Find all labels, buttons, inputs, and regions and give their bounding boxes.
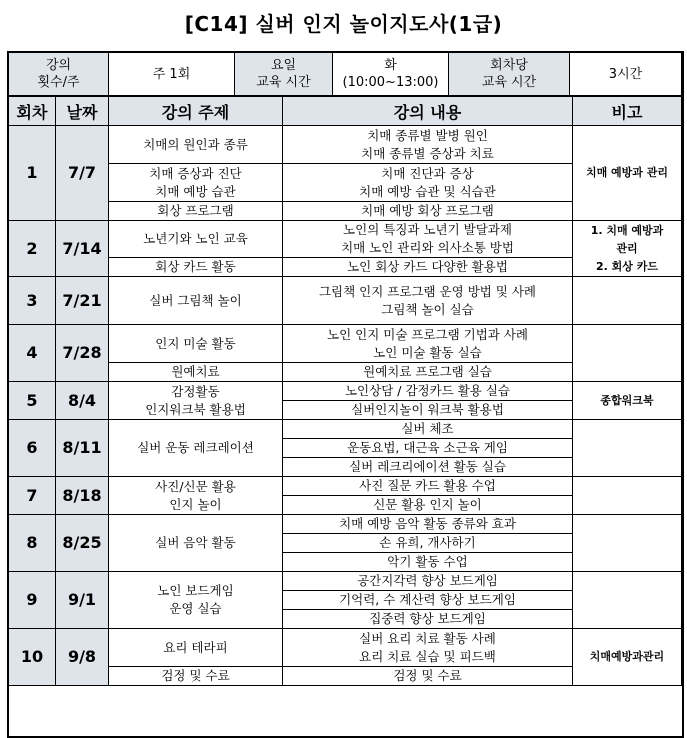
lecture-content [283,610,573,629]
curriculum-row [9,126,682,164]
session-date: 7/21 [56,277,109,325]
lecture-topic [109,325,283,363]
session-date: 8/18 [56,477,109,515]
lecture-content-line: 집중력 향상 보드게임 [369,611,486,626]
lecture-content-line: 검정 및 수료 [393,668,462,683]
curriculum-row [9,477,682,496]
lecture-content [283,325,573,363]
lecture-content-line: 신문 활용 인지 놀이 [373,497,482,512]
lecture-topic [109,221,283,258]
curriculum-row [9,277,682,325]
page-title: [C14] 실버 인지 놀이지도사(1급) [184,12,503,36]
lecture-content [283,420,573,439]
session-date: 7/7 [56,126,109,221]
curriculum-table [8,96,682,686]
remark-cell-line: 치매 예방과 관리 [585,166,669,179]
lecture-topic [109,277,283,325]
session-number: 3 [9,277,56,325]
lecture-content [283,382,573,401]
remark-cell [573,572,682,629]
curriculum-row [9,629,682,667]
lecture-content-line: 공간지각력 향상 보드게임 [357,573,498,588]
lecture-content-line: 요리 치료 실습 및 피드백 [359,648,496,664]
curriculum-body [9,126,682,686]
day-time-label: 요일 교육 시간 [235,53,333,96]
lecture-content-line: 노인 미술 활동 실습 [373,344,482,360]
lecture-topic [109,164,283,202]
lecture-content-line: 사진 질문 카드 활용 수업 [359,478,496,493]
lecture-content [283,363,573,382]
lecture-topic-line: 치매 증상과 진단 [149,165,242,181]
remark-cell [573,277,682,325]
curriculum-row [9,221,682,258]
lecture-content-line: 치매 종류별 발병 원인 [367,127,488,143]
lecture-content-line: 실버인지놀이 워크북 활용법 [351,402,504,417]
remark-cell-line: 치매예방과관리 [589,650,665,663]
session-date: 8/4 [56,382,109,420]
lecture-content [283,202,573,221]
lecture-content-line: 노인상담 / 감정카드 활용 실습 [344,383,510,398]
curriculum-row [9,382,682,401]
session-number: 8 [9,515,56,572]
lecture-topic-line: 인지워크북 활용법 [145,401,246,417]
lecture-topic [109,126,283,164]
lecture-topic-line: 인지 놀이 [169,496,222,512]
sessions-per-week-value: 주 1회 [109,53,235,96]
lecture-topic-line: 실버 운동 레크레이션 [137,440,254,455]
header-note: 비고 [573,97,682,126]
lecture-topic [109,572,283,629]
lecture-content-line: 그림책 인지 프로그램 운영 방법 및 사례 [318,283,537,299]
lecture-topic-line: 사진/신문 활용 [155,478,236,494]
lecture-content [283,401,573,420]
session-date: 7/28 [56,325,109,382]
remark-cell-line: 관리 [616,241,638,255]
session-date: 8/11 [56,420,109,477]
remark-cell [573,629,682,686]
per-session-time-label: 회차당 교육 시간 [449,53,570,96]
session-date: 8/25 [56,515,109,572]
lecture-topic-line: 감정활동 [171,383,220,399]
lecture-topic-line: 노년기와 노인 교육 [143,231,248,246]
session-number: 10 [9,629,56,686]
header-topic: 강의 주제 [109,97,283,126]
remark-cell-line: 2. 회상 카드 [596,259,658,273]
curriculum-row [9,572,682,591]
lecture-topic [109,258,283,277]
header-num: 회차 [9,97,56,126]
lecture-content-line: 치매 예방 회상 프로그램 [361,203,494,218]
lecture-topic-line: 검정 및 수료 [161,668,230,683]
lecture-topic [109,667,283,686]
day-time-value: 화 (10:00~13:00) [333,53,449,96]
lecture-content-line: 치매 노인 관리와 의사소통 방법 [341,240,514,255]
lecture-content-line: 치매 예방 습관 및 식습관 [359,183,496,199]
remark-cell [573,477,682,515]
lecture-content [283,515,573,534]
session-number: 2 [9,221,56,277]
lecture-content [283,591,573,610]
lecture-content-line: 실버 요리 치료 활동 사례 [359,630,496,646]
remark-cell [573,515,682,572]
lecture-topic [109,515,283,572]
remark-cell [573,126,682,221]
lecture-content-line: 노인 회상 카드 다양한 활용법 [347,259,508,274]
lecture-topic-line: 치매의 원인과 종류 [143,136,248,152]
lecture-topic [109,202,283,221]
lecture-content [283,277,573,325]
lecture-content [283,477,573,496]
lecture-topic [109,477,283,515]
lecture-content [283,667,573,686]
lecture-topic-line: 노인 보드게임 [157,583,234,598]
lecture-content-line: 치매 종류별 증상과 치료 [361,145,494,161]
lecture-topic-line: 회상 프로그램 [157,203,234,218]
lecture-content-line: 그림책 놀이 실습 [381,301,474,317]
lecture-content [283,439,573,458]
lecture-topic [109,382,283,420]
course-info-table [8,52,682,96]
lecture-content-line: 운동요법, 대근육 소근육 게임 [347,440,508,455]
curriculum-row [9,325,682,363]
header-content: 강의 내용 [283,97,573,126]
lecture-topic-line: 실버 음악 활동 [155,535,236,550]
lecture-content-line: 원예치료 프로그램 실습 [363,364,492,379]
lecture-content-line: 손 유희, 개사하기 [379,535,476,550]
lecture-topic-line: 실버 그림책 놀이 [149,292,242,308]
session-date: 9/1 [56,572,109,629]
lecture-content-line: 치매 진단과 증상 [381,165,474,181]
lecture-content [283,572,573,591]
lecture-content [283,458,573,477]
per-session-time-value: 3시간 [570,53,682,96]
lecture-content-line: 치매 예방 음악 활동 종류와 효과 [339,516,516,531]
lecture-content-line: 기억력, 수 계산력 향상 보드게임 [339,592,516,607]
lecture-content [283,534,573,553]
session-date: 7/14 [56,221,109,277]
lecture-topic [109,420,283,477]
lecture-content [283,258,573,277]
lecture-topic-line: 치매 예방 습관 [155,183,236,199]
curriculum-row [9,420,682,439]
lecture-topic [109,363,283,382]
remark-cell [573,325,682,382]
lecture-topic-line: 요리 테라피 [163,639,228,655]
lecture-topic [109,629,283,667]
session-date: 9/8 [56,629,109,686]
session-number: 1 [9,126,56,221]
session-number: 5 [9,382,56,420]
remark-cell [573,221,682,277]
lecture-content [283,164,573,202]
session-number: 9 [9,572,56,629]
remark-cell [573,382,682,420]
header-date: 날짜 [56,97,109,126]
lecture-topic-line: 인지 미술 활동 [155,335,236,351]
lecture-content [283,221,573,258]
lecture-content-line: 실버 레크리에이션 활동 실습 [349,459,506,474]
remark-cell-line: 종합워크북 [600,393,654,407]
lecture-content-line: 노인 인지 미술 프로그램 기법과 사례 [327,326,528,342]
lecture-topic-line: 운영 실습 [169,601,222,616]
lecture-content-line: 노인의 특징과 노년기 발달과제 [343,222,512,237]
lecture-content-line: 실버 체조 [401,421,454,436]
curriculum-row [9,515,682,534]
lecture-topic-line: 회상 카드 활동 [155,259,236,274]
lecture-content [283,126,573,164]
session-number: 7 [9,477,56,515]
lecture-topic-line: 원예치료 [171,364,220,379]
session-number: 4 [9,325,56,382]
lecture-content [283,496,573,515]
lecture-content [283,629,573,667]
curriculum-header-row [9,97,682,126]
lecture-content [283,553,573,572]
sessions-per-week-label: 강의 횟수/주 [9,53,109,96]
lecture-content-line: 악기 활동 수업 [387,554,468,569]
remark-cell-line: 1. 치매 예방과 [590,223,664,237]
session-number: 6 [9,420,56,477]
remark-cell [573,420,682,477]
